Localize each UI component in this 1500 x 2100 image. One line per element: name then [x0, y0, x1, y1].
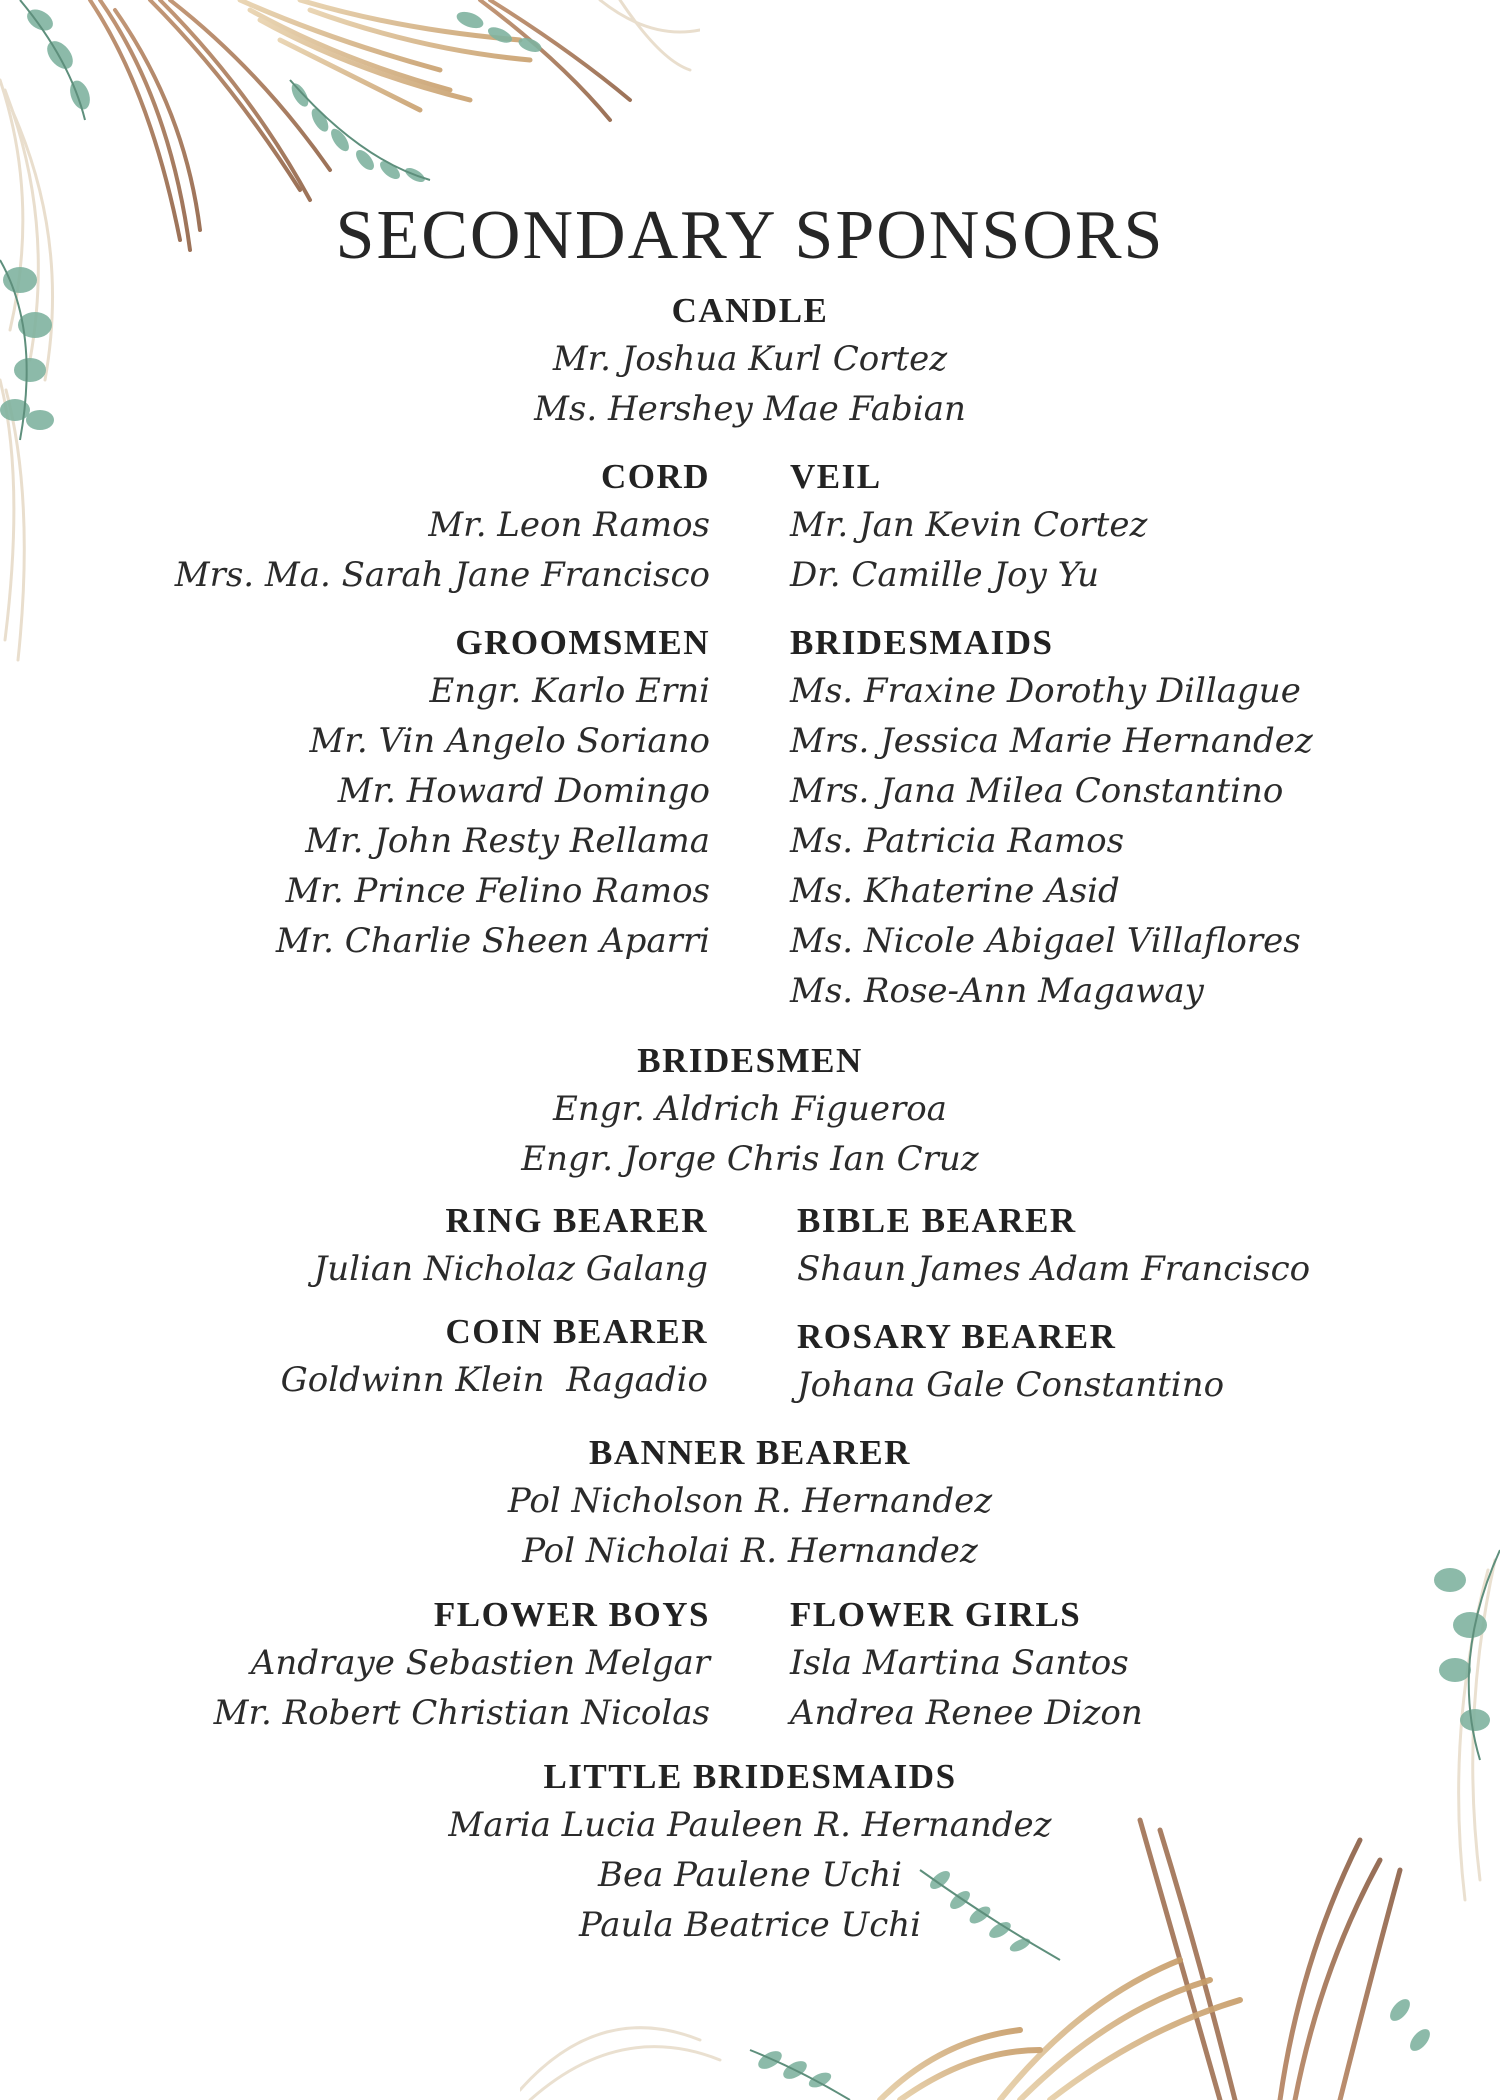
sponsor-name: Bea Paulene Uchi: [598, 1855, 902, 1895]
little-bridesmaids-section: [0, 1754, 1500, 1950]
section-heading: FLOWER BOYS: [433, 1595, 710, 1634]
sponsor-name: Mr. Charlie Sheen Aparri: [275, 921, 710, 961]
sponsor-name: Pol Nicholai R. Hernandez: [522, 1531, 978, 1571]
sponsor-name: Ms. Hershey Mae Fabian: [534, 389, 966, 429]
sponsor-name: Maria Lucia Pauleen R. Hernandez: [448, 1805, 1052, 1845]
sponsor-name: Engr. Aldrich Figueroa: [553, 1089, 947, 1129]
sponsor-name: Dr. Camille Joy Yu: [790, 555, 1099, 595]
bridesmen-section: [0, 1038, 1500, 1184]
sponsor-name: Mrs. Ma. Sarah Jane Francisco: [174, 555, 710, 595]
section-heading: BRIDESMAIDS: [790, 623, 1054, 662]
veil-section: [790, 454, 1147, 600]
sponsor-name: Julian Nicholaz Galang: [313, 1249, 708, 1289]
section-heading: RING BEARER: [445, 1201, 708, 1240]
sponsor-name: Mr. Joshua Kurl Cortez: [552, 339, 948, 379]
sponsor-name: Ms. Patricia Ramos: [790, 821, 1125, 861]
sponsor-name: Johana Gale Constantino: [797, 1365, 1225, 1405]
sponsor-name: Mr. Howard Domingo: [337, 771, 710, 811]
sponsor-name: Mr. Leon Ramos: [428, 505, 710, 545]
sponsor-name: Andrea Renee Dizon: [790, 1693, 1143, 1733]
section-heading: CORD: [600, 457, 710, 496]
page-title: SECONDARY SPONSORS: [335, 197, 1165, 274]
sponsor-name: Mrs. Jessica Marie Hernandez: [790, 721, 1313, 761]
sponsor-name: Paula Beatrice Uchi: [578, 1905, 922, 1945]
ring-bearer-section: [314, 1198, 708, 1294]
sponsor-name: Mr. Robert Christian Nicolas: [213, 1693, 710, 1733]
flower-girls-section: [790, 1592, 1143, 1738]
section-heading: CANDLE: [671, 291, 829, 330]
sponsor-name: Isla Martina Santos: [790, 1643, 1129, 1683]
section-heading: LITTLE BRIDESMAIDS: [543, 1757, 957, 1796]
section-heading: FLOWER GIRLS: [790, 1595, 1082, 1634]
section-heading: GROOMSMEN: [455, 623, 710, 662]
bridesmaids-section: [790, 620, 1313, 1016]
sponsor-name: Goldwinn Klein Ragadio: [280, 1360, 708, 1400]
sponsor-name: Mr. Prince Felino Ramos: [285, 871, 710, 911]
section-heading: VEIL: [790, 457, 882, 496]
section-heading: BANNER BEARER: [589, 1433, 911, 1472]
section-heading: ROSARY BEARER: [797, 1317, 1117, 1356]
sponsor-name: Mr. John Resty Rellama: [305, 821, 710, 861]
sponsor-name: Shaun James Adam Francisco: [797, 1249, 1311, 1289]
sponsor-name: Ms. Fraxine Dorothy Dillague: [790, 671, 1301, 711]
sponsor-name: Ms. Khaterine Asid: [790, 871, 1120, 911]
section-heading: BRIDESMEN: [637, 1041, 863, 1080]
flower-boys-section: [214, 1592, 710, 1738]
candle-section: [0, 288, 1500, 434]
rosary-bearer-section: [797, 1314, 1224, 1410]
sponsor-name: Engr. Karlo Erni: [429, 671, 710, 711]
sponsor-name: Mr. Jan Kevin Cortez: [790, 505, 1148, 545]
sponsor-name: Pol Nicholson R. Hernandez: [507, 1481, 993, 1521]
section-heading: COIN BEARER: [445, 1312, 708, 1351]
cord-section: [175, 454, 710, 600]
sponsor-name: Ms. Rose-Ann Magaway: [790, 971, 1204, 1011]
groomsmen-section: [276, 620, 710, 966]
sponsor-name: Mrs. Jana Milea Constantino: [790, 771, 1284, 811]
sponsor-name: Ms. Nicole Abigael Villaflores: [790, 921, 1301, 961]
section-heading: BIBLE BEARER: [797, 1201, 1077, 1240]
banner-bearer-section: [0, 1430, 1500, 1576]
bible-bearer-section: [797, 1198, 1310, 1294]
sponsor-name: Andraye Sebastien Melgar: [250, 1643, 710, 1683]
coin-bearer-section: [281, 1309, 708, 1405]
sponsor-name: Mr. Vin Angelo Soriano: [309, 721, 710, 761]
sponsor-name: Engr. Jorge Chris Ian Cruz: [521, 1139, 979, 1179]
